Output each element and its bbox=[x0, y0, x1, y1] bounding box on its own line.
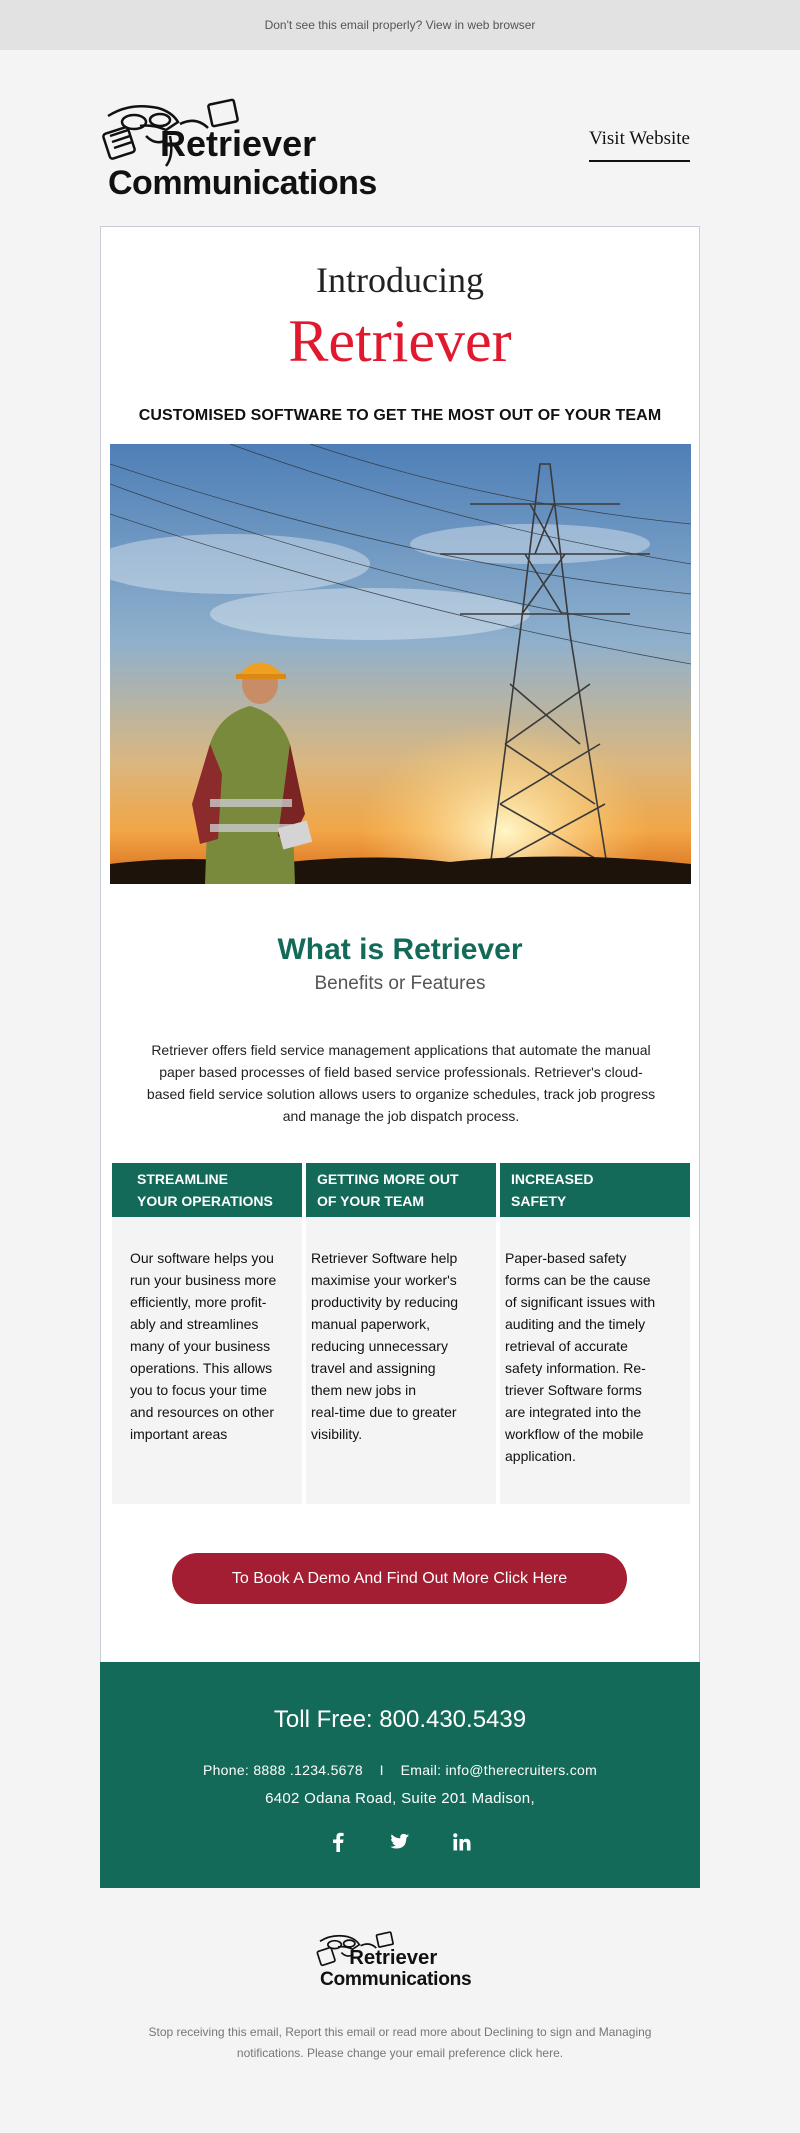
tagline: CUSTOMISED SOFTWARE TO GET THE MOST OUT OF YOUR TEAM bbox=[138, 407, 662, 424]
retriever-logo[interactable] bbox=[100, 96, 400, 206]
main-content-card bbox=[100, 226, 700, 1662]
phone-email-line: Phone: 8888 .1234.5678 I Email: info@therecruiters.com bbox=[202, 1762, 598, 1778]
address-line: 6402 Odana Road, Suite 201 Madison, bbox=[265, 1790, 535, 1807]
feature-body: Our software helps you run your business more efficiently, more profit- ably and streamlines many of your business operations. This allows you to focus your time and resources on other important areas bbox=[130, 1250, 277, 1442]
hero-image-power-tower-worker bbox=[110, 444, 691, 884]
feature-column-team bbox=[306, 1163, 496, 1504]
preheader-bar bbox=[0, 0, 800, 50]
linkedin-icon[interactable] bbox=[452, 1832, 472, 1852]
feature-columns bbox=[112, 1163, 690, 1504]
email-header bbox=[100, 96, 700, 206]
toll-free-number: Toll Free: 800.430.5439 bbox=[273, 1706, 527, 1733]
logo-text-communications: Communications bbox=[108, 164, 377, 202]
feature-body: Paper-based safety forms can be the cause of significant issues with auditing and the timely retrieval of accurate safety information. Re- triever Software forms are integrated into the workflow of the mobile application. bbox=[505, 1250, 656, 1464]
feature-title: STREAMLINE YOUR OPERATIONS bbox=[112, 1163, 302, 1217]
about-description: Retriever offers field service management applications that automate the manual paper based processes of field based service professionals. Retriever's cloud-based field service solution allows users to organize schedules, track job progress and manage the job dispatch process. bbox=[146, 1042, 656, 1124]
brand-heading: Retriever bbox=[288, 308, 512, 374]
feature-column-safety bbox=[500, 1163, 690, 1504]
benefits-subheading: Benefits or Features bbox=[314, 973, 486, 994]
retriever-logo-footer[interactable] bbox=[312, 1930, 488, 1992]
feature-column-streamline bbox=[112, 1163, 302, 1504]
logo-text-retriever: Retriever bbox=[160, 123, 317, 164]
twitter-icon[interactable] bbox=[390, 1832, 410, 1852]
logo-text-communications: Communications bbox=[319, 1969, 472, 1991]
feature-title: INCREASED SAFETY bbox=[500, 1163, 690, 1217]
book-demo-button[interactable]: To Book A Demo And Find Out More Click Here bbox=[172, 1553, 627, 1604]
logo-text-retriever: Retriever bbox=[349, 1946, 438, 1969]
feature-title: GETTING MORE OUT OF YOUR TEAM bbox=[306, 1163, 496, 1217]
facebook-icon[interactable] bbox=[328, 1832, 348, 1852]
visit-website-link[interactable]: Visit Website bbox=[589, 128, 690, 162]
unsubscribe-notice[interactable]: Stop receiving this email, Report this email or read more about Declining to sign and Managing notifications. Please change your email preference click here. bbox=[148, 2025, 652, 2060]
social-links bbox=[100, 1832, 700, 1852]
contact-footer bbox=[100, 1662, 700, 1888]
what-is-retriever-heading: What is Retriever bbox=[277, 933, 523, 966]
introducing-heading: Introducing bbox=[316, 260, 484, 300]
feature-body: Retriever Software help maximise your worker's productivity by reducing manual paperwork, reducing unnecessary travel and assigning them new jobs in real-time due to greater visibility. bbox=[311, 1250, 459, 1442]
view-in-browser-link[interactable]: Don't see this email properly? View in web browser bbox=[264, 18, 536, 32]
